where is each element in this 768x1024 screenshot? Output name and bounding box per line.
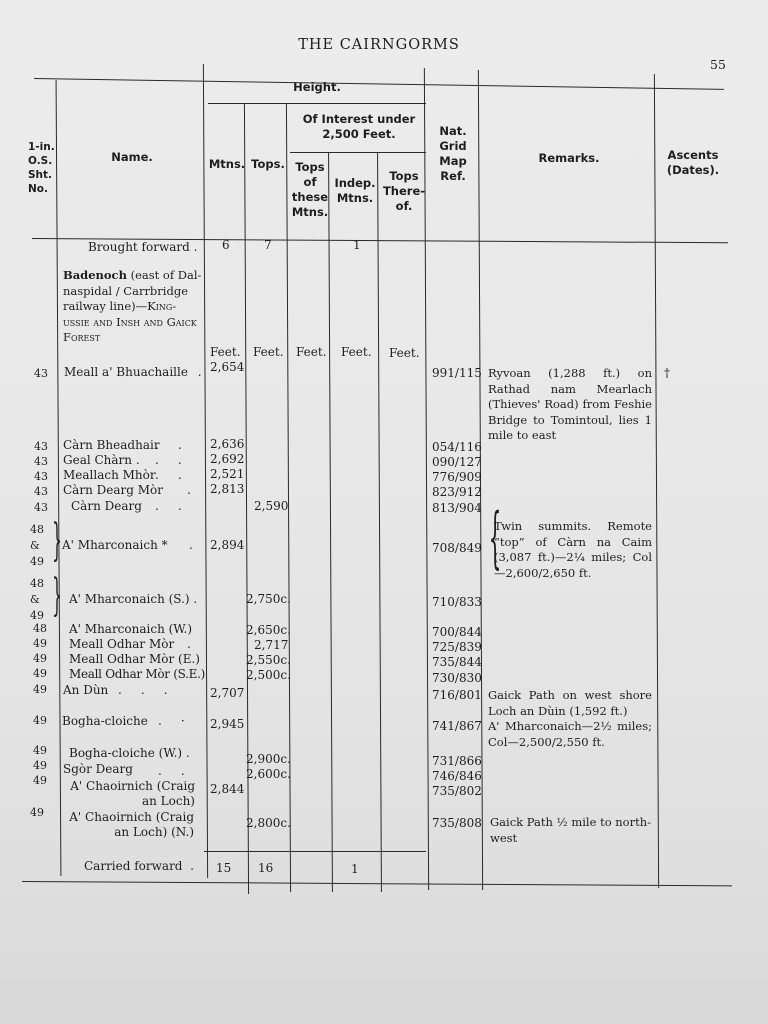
header-tops-thereof: Tops There- of. xyxy=(382,169,426,213)
row-sheet: 43 xyxy=(34,440,48,453)
header-ascents: Ascents (Dates). xyxy=(666,148,720,177)
header-name: Name. xyxy=(111,150,153,164)
row-name: Meall Odhar Mòr xyxy=(69,637,175,651)
row-mtns: 2,894 xyxy=(210,538,245,552)
row-sheet: 48 & 49 xyxy=(30,523,44,568)
row-name: Meall a' Bhuachaille . xyxy=(64,365,202,379)
row-name: Meall Odhar Mòr (E.) xyxy=(69,652,200,666)
row-grid: 725/839 xyxy=(432,640,482,654)
row-tops: 2,717 xyxy=(254,638,289,652)
row-remarks: Ryvoan (1,288 ft.) on Rathad nam Mearlach (Thieves' Road) from Feshie Bridge to Tomintoul, lies 1 mile to east xyxy=(488,366,652,442)
row-grid: 735/802 xyxy=(432,784,482,798)
unit-indep: Feet. xyxy=(341,345,372,359)
row-grid: 716/801 xyxy=(432,688,482,702)
unit-tops-thereof: Feet. xyxy=(389,346,420,360)
row-name: Geal Chàrn . xyxy=(63,453,140,467)
header-tops: Tops. xyxy=(251,157,285,171)
carried-forward-indep: 1 xyxy=(351,862,359,876)
row-tops: 2,800c. xyxy=(246,816,291,830)
page-number: 55 xyxy=(710,57,726,72)
row-grid: 746/846 xyxy=(432,769,482,783)
header-remarks: Remarks. xyxy=(538,151,600,165)
row-remarks: Twin summits. Remote “top” of Càrn na Caim (3,087 ft.)—2¼ miles; Col —2,600/2,650 ft. xyxy=(494,519,652,580)
row-mtns: 2,636 xyxy=(210,437,245,451)
row-dots: . . xyxy=(155,453,182,467)
row-dots: . xyxy=(187,483,191,497)
row-tops: 2,500c. xyxy=(246,668,291,682)
brought-forward-label: Brought forward . xyxy=(88,240,198,254)
row-name: Meallach Mhòr xyxy=(63,468,156,482)
row-sheet: 43 xyxy=(34,455,48,468)
row-tops: 2,900c. xyxy=(246,752,291,766)
header-height: Height. xyxy=(293,80,341,94)
col-rule-6 xyxy=(377,152,382,892)
row-grid: 731/866 xyxy=(432,754,482,768)
row-name: A' Mharconaich (S.) . xyxy=(69,592,198,606)
row-name: A' Mharconaich (W.) xyxy=(69,622,193,636)
remarks-brace: { xyxy=(488,499,502,576)
carried-forward-rule xyxy=(204,851,426,852)
row-grid: 813/904 xyxy=(432,501,482,515)
row-mtns: 2,692 xyxy=(210,452,245,466)
col-rule-1 xyxy=(56,80,62,876)
row-dots: . . xyxy=(155,468,182,482)
header-tops-of-these: Tops of these Mtns. xyxy=(291,160,329,219)
header-sheet: 1-in. O.S. Sht. No. xyxy=(28,141,55,195)
row-mtns: 2,813 xyxy=(210,482,245,496)
row-tops: 2,650c. xyxy=(246,623,291,637)
row-ascents: † xyxy=(664,366,670,380)
row-name: Càrn Dearg Mòr xyxy=(63,483,163,497)
unit-tops: Feet. xyxy=(253,345,284,359)
sheet-brace: } xyxy=(52,515,62,566)
row-tops: 2,750c. xyxy=(246,592,291,606)
row-grid: 708/849 xyxy=(432,541,482,555)
row-mtns: 2,521 xyxy=(210,467,245,481)
row-remarks: Gaick Path on west shore Loch an Dùin (1,592 ft.) xyxy=(488,688,652,718)
header-mtns: Mtns. xyxy=(208,157,246,171)
brought-forward-indep: 1 xyxy=(353,238,361,252)
row-grid: 730/830 xyxy=(432,671,482,685)
row-name: Bogha-cloiche (W.) . xyxy=(69,746,190,760)
row-dots: . . xyxy=(155,438,182,452)
row-grid: 710/833 xyxy=(432,595,482,609)
header-of-interest: Of Interest under 2,500 Feet. xyxy=(302,112,416,141)
row-grid: 735/844 xyxy=(432,655,482,669)
row-sheet: 49 xyxy=(33,759,47,772)
row-dots: . xyxy=(187,637,191,651)
brought-forward-mtns: 6 xyxy=(222,238,230,252)
row-name: An Dùn xyxy=(63,683,109,697)
row-mtns: 2,707 xyxy=(210,686,245,700)
row-remarks: Gaick Path ½ mile to north- west xyxy=(490,815,652,845)
page-title: THE CAIRNGORMS xyxy=(298,37,460,53)
row-dots: . . . xyxy=(118,683,168,697)
row-sheet: 43 xyxy=(34,367,48,380)
col-rule-5 xyxy=(328,152,333,892)
carried-forward-tops: 16 xyxy=(258,861,274,875)
row-name: A' Chaoirnich (Craig an Loch) (N.) xyxy=(69,810,194,839)
sheet-brace: } xyxy=(52,570,62,621)
row-grid: 735/808 xyxy=(432,816,482,830)
row-name: A' Chaoirnich (Craig an Loch) xyxy=(70,779,195,808)
row-dots: . · xyxy=(158,714,185,728)
row-sheet: 49 xyxy=(33,652,47,665)
row-name: Càrn Dearg xyxy=(71,499,142,513)
carried-forward-mtns: 15 xyxy=(216,861,232,875)
brought-forward-tops: 7 xyxy=(264,238,272,252)
row-grid: 741/867 xyxy=(432,719,482,733)
col-rule-9 xyxy=(654,74,659,888)
row-tops: 2,600c. xyxy=(246,767,291,781)
unit-mtns: Feet. xyxy=(210,345,241,359)
row-name: Càrn Bheadhair xyxy=(63,438,160,452)
carried-forward-label: Carried forward . xyxy=(84,859,194,873)
row-grid: 823/912 xyxy=(432,485,482,499)
row-grid: 700/844 xyxy=(432,625,482,639)
section-heading: Badenoch (east of Dal- naspidal / Carrbridge railway line)—King- ussie and Insh and Gaick Forest xyxy=(63,268,202,344)
row-tops: 2,590 xyxy=(254,499,289,513)
row-sheet: 49 xyxy=(30,806,44,819)
row-sheet: 48 & 49 xyxy=(30,577,44,622)
row-grid: 991/115 xyxy=(432,366,482,380)
row-sheet: 43 xyxy=(34,470,48,483)
row-mtns: 2,844 xyxy=(210,782,245,796)
row-sheet: 43 xyxy=(34,485,48,498)
table-bottom-rule xyxy=(22,881,732,886)
row-mtns: 2,654 xyxy=(210,360,245,374)
row-remarks: A' Mharconaich—2½ miles; Col—2,500/2,550 ft. xyxy=(488,719,652,749)
row-name: Meall Odhar Mòr (S.E.) xyxy=(69,667,205,681)
row-name: A' Mharconaich * xyxy=(62,538,168,552)
row-sheet: 49 xyxy=(33,637,47,650)
row-tops: 2,550c. xyxy=(246,653,291,667)
col-rule-2 xyxy=(203,64,208,878)
row-name: Sgòr Dearg xyxy=(63,762,133,776)
row-grid: 090/127 xyxy=(432,455,482,469)
row-grid: 776/909 xyxy=(432,470,482,484)
height-header-rule xyxy=(208,103,426,104)
row-sheet: 49 xyxy=(33,774,47,787)
row-sheet: 49 xyxy=(33,744,47,757)
row-dots: . . xyxy=(155,499,182,513)
row-sheet: 48 xyxy=(33,622,47,635)
row-sheet: 49 xyxy=(33,667,47,680)
row-sheet: 49 xyxy=(33,714,47,727)
header-grid-ref: Nat. Grid Map Ref. xyxy=(439,124,467,183)
interest-header-rule xyxy=(290,152,426,153)
row-dots: . xyxy=(189,538,193,552)
row-grid: 054/116 xyxy=(432,440,482,454)
header-indep-mtns: Indep. Mtns. xyxy=(334,176,376,205)
row-name: Bogha-cloiche xyxy=(62,714,148,728)
row-sheet: 43 xyxy=(34,501,48,514)
row-sheet: 49 xyxy=(33,683,47,696)
row-mtns: 2,945 xyxy=(210,717,245,731)
unit-tops-of-these: Feet. xyxy=(296,345,327,359)
row-dots: . . xyxy=(158,764,185,778)
